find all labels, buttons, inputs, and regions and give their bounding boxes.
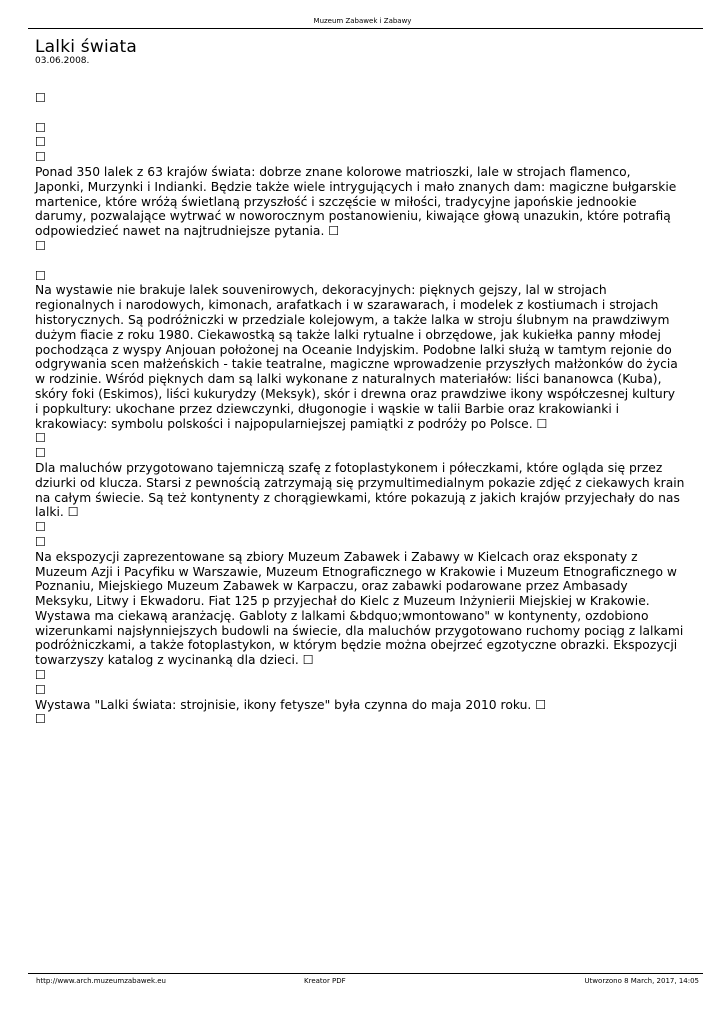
paragraph-line: Meksyku, Litwy i Ekwadoru. Fiat 125 p przyjechał do Kielc z Muzeum Inżynierii Miejskiej w Krakowie. [35, 594, 650, 609]
placeholder-box: ☐ [35, 446, 47, 461]
placeholder-box: ☐ [35, 431, 47, 446]
paragraph-line: Muzeum Azji i Pacyfiku w Warszawie, Muzeum Etnograficznego w Krakowie i Muzeum Etnograficznego w [35, 564, 677, 579]
footer-generator: Kreator PDF [304, 977, 346, 985]
paragraph-line: dużym fiacie z roku 1980. Ciekawostką są także lalki rytualne i obrzędowe, jak kukiełka panny młodej [35, 327, 661, 342]
footer-created-date: Utworzono 8 March, 2017, 14:05 [584, 977, 699, 985]
paragraph-line: odpowiedzieć nawet na najtrudniejsze pytania. ☐ [35, 224, 340, 239]
placeholder-box: ☐ [35, 668, 47, 683]
paragraph-line: skóry foki (Eskimos), liści kukurydzy (Meksyk), skór i drewna oraz prawdziwe ikony współczesnej kultury [35, 386, 676, 401]
placeholder-box: ☐ [35, 150, 47, 165]
placeholder-box: ☐ [35, 91, 47, 105]
paragraph-line: historycznych. Są podróżniczki w przedziale kolejowym, a także lalka w stroju ślubnym na prawdziwym [35, 312, 670, 327]
article-title: Lalki świata [35, 37, 137, 57]
paragraph-line: Na wystawie nie brakuje lalek souvenirowych, dekoracyjnych: pięknych gejszy, lal w strojach [35, 283, 607, 298]
paragraph-line: Dla maluchów przygotowano tajemniczą szafę z fotoplastykonem i półeczkami, które ogląda się przez [35, 460, 663, 475]
header-site-name: Muzeum Zabawek i Zabawy [313, 17, 412, 25]
paragraph-5: Wystawa "Lalki świata: strojnisie, ikony fetysze" była czynna do maja 2010 roku. ☐ [35, 697, 547, 712]
paragraph-line: krakowiacy: symbolu polskości i najpopularniejszej pamiątki z podróży po Polsce. ☐ [35, 416, 548, 431]
article-date: 03.06.2008. [35, 56, 90, 66]
paragraph-line: lalki. ☐ [35, 505, 79, 520]
paragraph-line: w rodzinie. Wśród pięknych dam są lalki wykonane z naturalnych materiałów: liści bananowca (Kuba), [35, 372, 662, 387]
paragraph-line: na całym świecie. Są też kontynenty z chorągiewkami, które pokazują z jakich krajów przyjechały do nas [35, 490, 680, 505]
paragraph-line: Ponad 350 lalek z 63 krajów świata: dobrze znane kolorowe matrioszki, lale w strojach flamenco, [35, 164, 631, 179]
placeholder-box: ☐ [35, 120, 47, 135]
placeholder-box: ☐ [35, 238, 47, 253]
paragraph-line: podróżniczkami, a także fotoplastykon, w którym będzie można obejrzeć egzotyczne obrazki. Ekspozycji [35, 638, 678, 653]
paragraph-line: Poznaniu, Miejskiego Muzeum Zabawek w Karpaczu, oraz zabawki podarowane przez Ambasady [35, 579, 628, 594]
paragraph-line: towarzyszy katalog z wycinanką dla dzieci. ☐ [35, 653, 314, 668]
paragraph-line: darumy, pozwalające wytrwać w noworocznym postanowieniu, kiwające głową unazukin, które potrafią [35, 209, 671, 224]
paragraph-line: dziurki od klucza. Starsi z pewnością zatrzymają się przymultimedialnym pokazie zdjęć z ciekawych krain [35, 475, 685, 490]
paragraph-line: wizerunkami najsłynniejszych budowli na świecie, dla maluchów przygotowano ruchomy pociąg z lalkami [35, 623, 684, 638]
paragraph-line: Na ekspozycji zaprezentowane są zbiory Muzeum Zabawek i Zabawy w Kielcach oraz eksponaty z [35, 549, 638, 564]
paragraph-3 [35, 461, 695, 520]
paragraph-line: odgrywania scen małżeńskich - takie teatralne, magiczne wprowadzenie przyszłych małżonków do życia [35, 357, 678, 372]
paragraph-line: regionalnych i narodowych, kimonach, arafatkach i w szarawarach, i modelek z kostiumach i strojach [35, 298, 659, 313]
paragraph-line: i popkultury: ukochane przez dziewczynki, długonogie i wąskie w talii Barbie oraz krakowianki i [35, 401, 620, 416]
placeholder-box: ☐ [35, 712, 47, 727]
paragraph-2 [35, 283, 695, 431]
placeholder-box: ☐ [35, 268, 47, 283]
article-body [35, 91, 695, 727]
footer-divider [28, 973, 703, 974]
placeholder-box: ☐ [35, 682, 47, 697]
placeholder-box: ☐ [35, 534, 47, 549]
paragraph-line: Wystawa ma ciekawą aranżację. Gabloty z lalkami &bdquo;wmontowano" w kontynenty, ozdobiono [35, 608, 649, 623]
placeholder-box: ☐ [35, 520, 47, 535]
paragraph-line: pochodząca z wyspy Anjouan położonej na Oceanie Indyjskim. Podobne lalki służą w tamtym rejonie do [35, 342, 672, 357]
paragraph-4 [35, 550, 695, 668]
footer-url-link[interactable]: http://www.arch.muzeumzabawek.eu [36, 977, 166, 985]
header-divider [28, 28, 703, 29]
paragraph-line: martenice, które wróżą świetlaną przyszłość i szczęście w miłości, tradycyjne japońskie jednookie [35, 194, 637, 209]
placeholder-box: ☐ [35, 135, 47, 150]
paragraph-line: Japonki, Murzynki i Indianki. Będzie także wiele intrygujących i mało znanych dam: magiczne bułgarskie [35, 179, 677, 194]
paragraph-1 [35, 165, 695, 239]
